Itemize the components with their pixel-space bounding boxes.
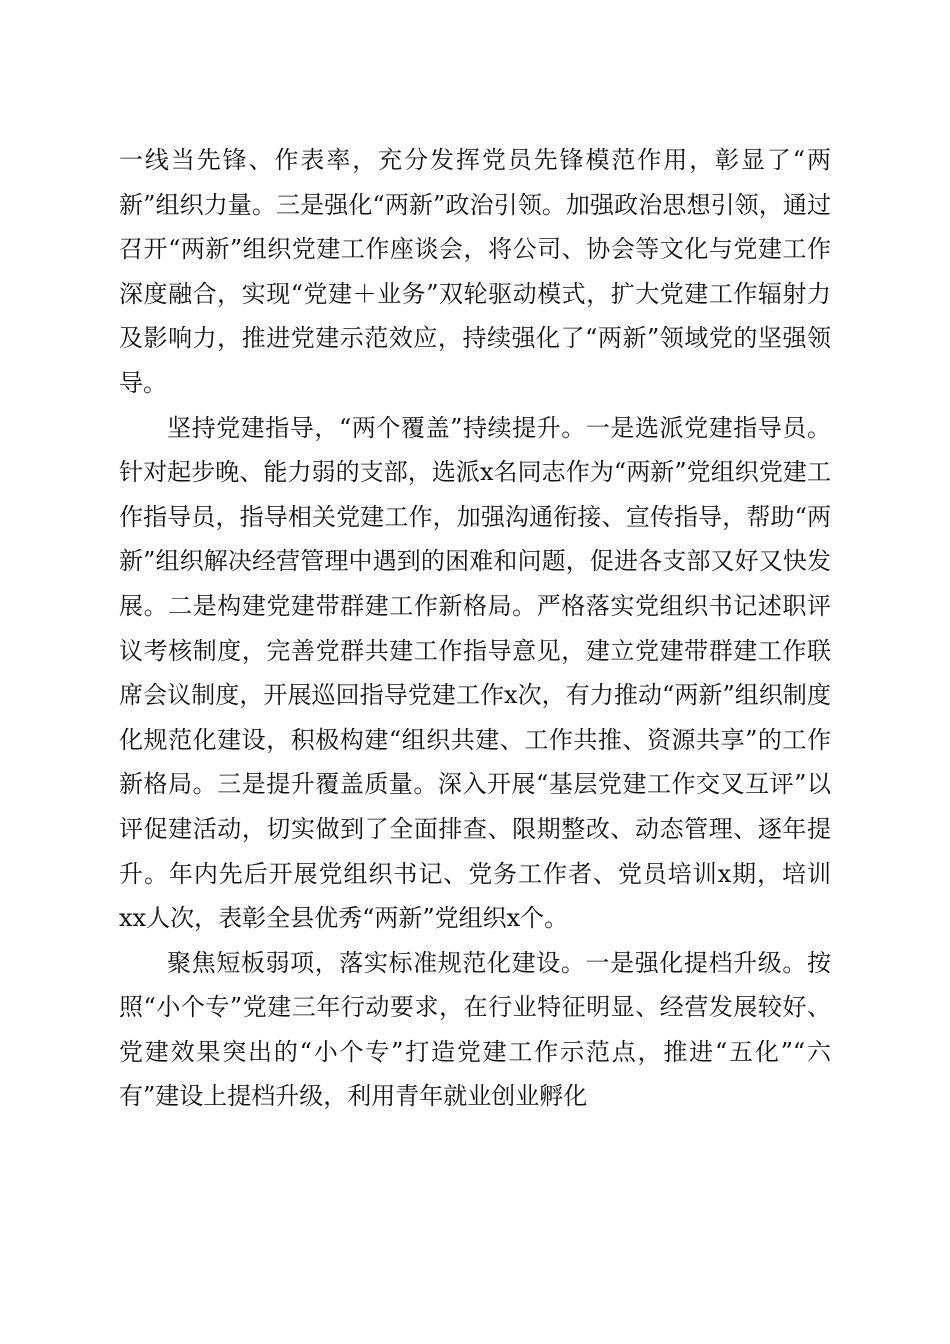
paragraph-3: 聚焦短板弱项，落实标准规范化建设。一是强化提档升级。按照“小个专”党建三年行动要求，在行业特征明显、经营发展较好、党建效果突出的“小个专”打造党建工作示范点，推进“五化”“六有”建设上提档升级，利用青年就业创业孵化 [119, 948, 831, 1111]
paragraph-1: 一线当先锋、作表率，充分发挥党员先锋模范作用，彰显了“两新”组织力量。三是强化“两新”政治引领。加强政治思想引领，通过召开“两新”组织党建工作座谈会，将公司、协会等文化与党建工作深度融合，实现“党建＋业务”双轮驱动模式，扩大党建工作辐射力及影响力，推进党建示范效应，持续强化了“两新”领域党的坚强领导。 [119, 146, 831, 397]
document-body [119, 138, 831, 1119]
paragraph-2: 坚持党建指导，“两个覆盖”持续提升。一是选派党建指导员。针对起步晚、能力弱的支部，选派x名同志作为“两新”党组织党建工作指导员，指导相关党建工作，加强沟通衔接、宣传指导，帮助“两新”组织解决经营管理中遇到的困难和问题，促进各支部又好又快发展。二是构建党建带群建工作新格局。严格落实党组织书记述职评议考核制度，完善党群共建工作指导意见，建立党建带群建工作联席会议制度，开展巡回指导党建工作x次，有力推动“两新”组织制度化规范化建设，积极构建“组织共建、工作共推、资源共享”的工作新格局。三是提升覆盖质量。深入开展“基层党建工作交叉互评”以评促建活动，切实做到了全面排查、限期整改、动态管理、逐年提升。年内先后开展党组织书记、党务工作者、党员培训x期，培训xx人次，表彰全县优秀“两新”党组织x个。 [119, 413, 831, 933]
